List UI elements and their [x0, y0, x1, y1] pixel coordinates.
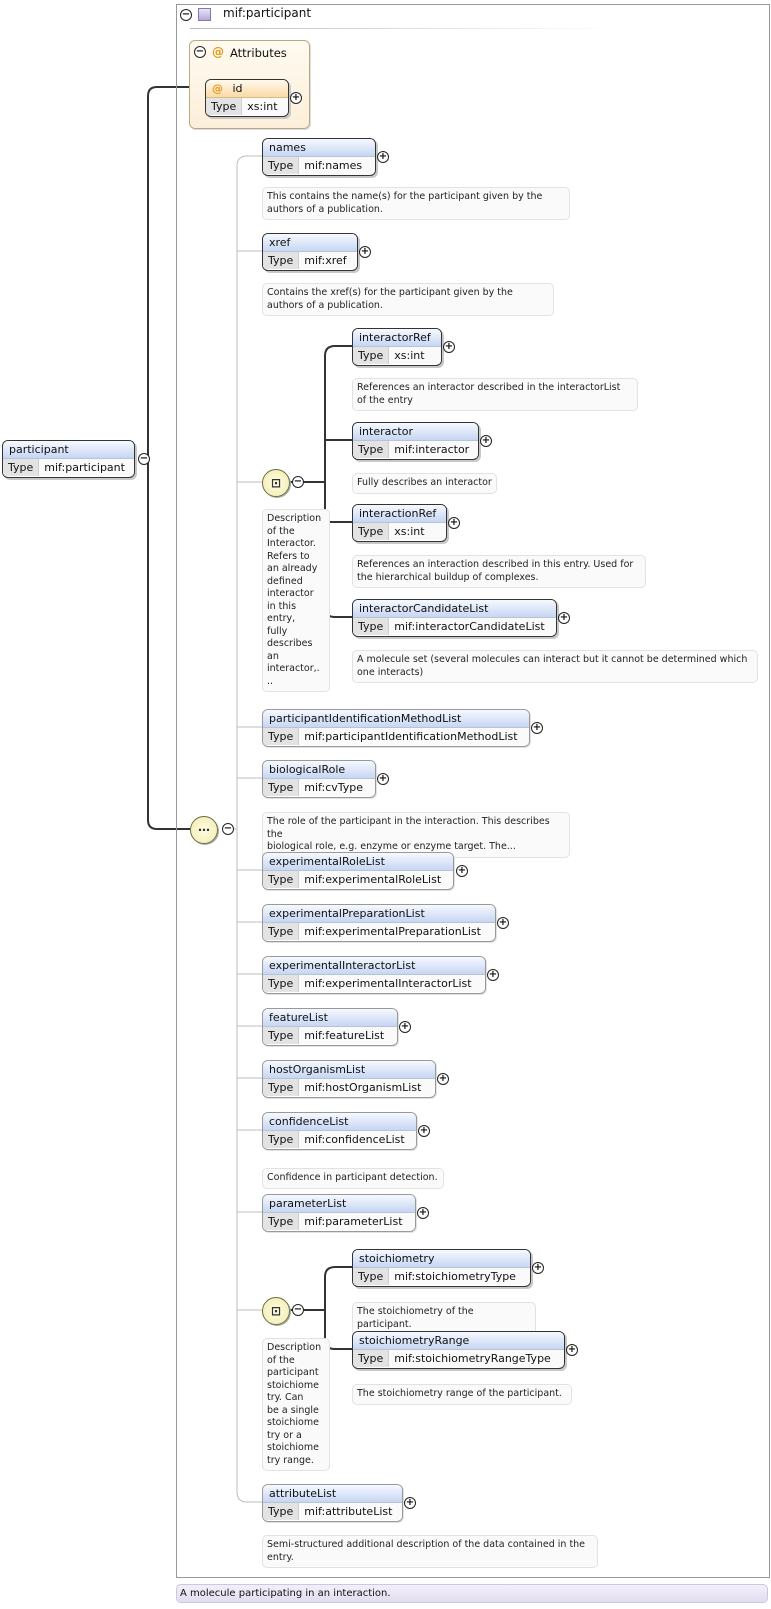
element-interactor-name: interactor	[353, 423, 478, 441]
element-experimentalInteractorList-type: mif:experimentalInteractorList	[304, 977, 472, 990]
element-biologicalRole-type-label: Type	[263, 779, 299, 796]
element-xref-type-label: Type	[263, 252, 299, 269]
element-xref-name: xref	[263, 234, 357, 252]
element-featureList[interactable]	[262, 1008, 398, 1046]
element-names-name: names	[263, 139, 375, 157]
attribute-id-type-label: Type	[206, 98, 242, 115]
element-interactorRef[interactable]	[352, 328, 442, 366]
collapse-type-icon[interactable]: −	[181, 9, 191, 20]
type-name: mif:participant	[223, 6, 312, 20]
doc-attributeList: Semi-structured additional description of the data contained in the entry.	[262, 1535, 598, 1568]
expand-parameterList-icon[interactable]: +	[418, 1207, 428, 1218]
element-confidenceList-name: confidenceList	[263, 1113, 416, 1131]
element-experimentalPreparationList-name: experimentalPreparationList	[263, 905, 495, 923]
element-biologicalRole-name: biologicalRole	[263, 761, 375, 779]
element-experimentalPreparationList-type-label: Type	[263, 923, 299, 940]
element-attributeList-name: attributeList	[263, 1485, 402, 1503]
choice-stoichiometry-icon[interactable]: ⊡	[262, 1297, 290, 1325]
sequence-compositor-icon[interactable]: ⋯	[190, 816, 218, 844]
element-xref[interactable]	[262, 233, 358, 271]
type-description: A molecule participating in an interaction.	[176, 1584, 768, 1603]
element-confidenceList[interactable]	[262, 1112, 417, 1150]
expand-confidenceList-icon[interactable]: +	[419, 1125, 429, 1136]
element-stoichiometry-type-label: Type	[353, 1268, 389, 1285]
doc-xref: Contains the xref(s) for the participant given by the authors of a publication.	[262, 283, 554, 316]
collapse-choice-interactor-icon[interactable]: −	[293, 476, 303, 487]
element-attributeList-type: mif:attributeList	[304, 1505, 393, 1518]
element-featureList-type: mif:featureList	[304, 1029, 385, 1042]
doc-choice-interactor: Description of the Interactor. Refers to an already defined interactor in this entry, fully describes an interactor,. ..	[262, 509, 330, 692]
element-experimentalRoleList-name: experimentalRoleList	[263, 853, 453, 871]
expand-xref-icon[interactable]: +	[360, 246, 370, 257]
collapse-attributes-icon[interactable]: −	[195, 46, 205, 57]
expand-experimentalRoleList-icon[interactable]: +	[457, 865, 467, 876]
doc-stoichiometryRange: The stoichiometry range of the participant.	[352, 1384, 572, 1405]
element-experimentalRoleList-type-label: Type	[263, 871, 299, 888]
element-experimentalInteractorList-type-label: Type	[263, 975, 299, 992]
expand-interactor-icon[interactable]: +	[481, 435, 491, 446]
expand-attributeList-icon[interactable]: +	[405, 1497, 415, 1508]
element-interactorCandidateList-type-label: Type	[353, 618, 389, 635]
element-names[interactable]	[262, 138, 376, 176]
expand-stoichiometry-icon[interactable]: +	[533, 1262, 543, 1273]
expand-hostOrganismList-icon[interactable]: +	[438, 1073, 448, 1084]
attribute-id-name: id	[232, 82, 243, 95]
doc-biologicalRole: The role of the participant in the interaction. This describes the biological role, e.g. enzyme or enzyme target. The...	[262, 812, 570, 858]
element-interactionRef-type: xs:int	[394, 525, 425, 538]
element-participantIdentificationMethodList-type-label: Type	[263, 728, 299, 745]
element-stoichiometryRange[interactable]	[352, 1331, 565, 1369]
element-attributeList[interactable]	[262, 1484, 403, 1522]
collapse-participant-icon[interactable]: −	[139, 453, 149, 464]
element-hostOrganismList-name: hostOrganismList	[263, 1061, 435, 1079]
element-interactorRef-type: xs:int	[394, 349, 425, 362]
expand-biologicalRole-icon[interactable]: +	[378, 773, 388, 784]
expand-participantIdentificationMethodList-icon[interactable]: +	[532, 722, 542, 733]
attribute-id-type: xs:int	[247, 100, 278, 113]
element-names-type-label: Type	[263, 157, 299, 174]
expand-names-icon[interactable]: +	[378, 151, 388, 162]
element-participant[interactable]	[2, 440, 135, 478]
element-confidenceList-type-label: Type	[263, 1131, 299, 1148]
element-stoichiometryRange-name: stoichiometryRange	[353, 1332, 564, 1350]
element-attributeList-type-label: Type	[263, 1503, 299, 1520]
element-interactorRef-type-label: Type	[353, 347, 389, 364]
element-parameterList-type: mif:parameterList	[304, 1215, 403, 1228]
element-parameterList-type-label: Type	[263, 1213, 299, 1230]
element-participant-type-label: Type	[3, 459, 39, 476]
element-parameterList[interactable]	[262, 1194, 416, 1232]
element-interactorRef-name: interactorRef	[353, 329, 441, 347]
doc-interactor: Fully describes an interactor	[352, 473, 497, 494]
element-interactorCandidateList-type: mif:interactorCandidateList	[394, 620, 545, 633]
type-frame-divider	[190, 28, 620, 29]
element-interactionRef[interactable]	[352, 504, 447, 542]
element-featureList-name: featureList	[263, 1009, 397, 1027]
expand-stoichiometryRange-icon[interactable]: +	[567, 1344, 577, 1355]
attribute-at-icon: @	[212, 45, 224, 59]
element-participantIdentificationMethodList[interactable]	[262, 709, 530, 747]
doc-confidenceList: Confidence in participant detection.	[262, 1168, 444, 1189]
element-xref-type: mif:xref	[304, 254, 347, 267]
element-stoichiometry-name: stoichiometry	[353, 1250, 530, 1268]
attribute-id-at-icon: @	[212, 82, 223, 95]
collapse-sequence-icon[interactable]: −	[223, 823, 233, 834]
choice-interactor-icon[interactable]: ⊡	[262, 469, 290, 497]
expand-interactorCandidateList-icon[interactable]: +	[559, 612, 569, 623]
element-biologicalRole-type: mif:cvType	[304, 781, 364, 794]
element-participantIdentificationMethodList-name: participantIdentificationMethodList	[263, 710, 529, 728]
element-interactor[interactable]	[352, 422, 479, 460]
expand-attribute-id-icon[interactable]: +	[291, 92, 301, 103]
attribute-id[interactable]	[205, 79, 289, 117]
element-biologicalRole[interactable]	[262, 760, 376, 798]
expand-interactorRef-icon[interactable]: +	[444, 341, 454, 352]
element-hostOrganismList-type-label: Type	[263, 1079, 299, 1096]
element-experimentalPreparationList[interactable]	[262, 904, 496, 942]
element-interactionRef-type-label: Type	[353, 523, 389, 540]
element-interactorCandidateList-name: interactorCandidateList	[353, 600, 556, 618]
doc-choice-stoichiometry: Description of the participant stoichiome try. Can be a single stoichiome try or a stoichiome try range.	[262, 1338, 330, 1471]
element-hostOrganismList[interactable]	[262, 1060, 436, 1098]
element-names-type: mif:names	[304, 159, 363, 172]
expand-experimentalInteractorList-icon[interactable]: +	[488, 969, 498, 980]
expand-featureList-icon[interactable]: +	[400, 1021, 410, 1032]
collapse-choice-stoichiometry-icon[interactable]: −	[293, 1304, 303, 1315]
doc-names: This contains the name(s) for the participant given by the authors of a publication.	[262, 187, 570, 220]
doc-interactorCandidateList: A molecule set (several molecules can interact but it cannot be determined which one interacts)	[352, 650, 758, 683]
element-participant-name: participant	[3, 441, 134, 459]
element-experimentalRoleList-type: mif:experimentalRoleList	[304, 873, 442, 886]
complex-type-icon	[198, 8, 211, 21]
attributes-title: Attributes	[230, 46, 287, 60]
element-interactorCandidateList[interactable]	[352, 599, 557, 637]
element-interactionRef-name: interactionRef	[353, 505, 446, 523]
element-featureList-type-label: Type	[263, 1027, 299, 1044]
element-stoichiometry-type: mif:stoichiometryType	[394, 1270, 516, 1283]
element-participantIdentificationMethodList-type: mif:participantIdentificationMethodList	[304, 730, 518, 743]
element-experimentalInteractorList-name: experimentalInteractorList	[263, 957, 485, 975]
element-stoichiometryRange-type: mif:stoichiometryRangeType	[394, 1352, 551, 1365]
expand-interactionRef-icon[interactable]: +	[449, 517, 459, 528]
element-experimentalInteractorList[interactable]	[262, 956, 486, 994]
element-interactor-type: mif:interactor	[394, 443, 470, 456]
element-participant-type: mif:participant	[44, 461, 125, 474]
doc-interactorRef: References an interactor described in the interactorList of the entry	[352, 378, 638, 411]
element-experimentalPreparationList-type: mif:experimentalPreparationList	[304, 925, 481, 938]
element-stoichiometry[interactable]	[352, 1249, 531, 1287]
element-stoichiometryRange-type-label: Type	[353, 1350, 389, 1367]
doc-stoichiometry: The stoichiometry of the participant.	[352, 1302, 536, 1335]
element-experimentalRoleList[interactable]	[262, 852, 454, 890]
expand-experimentalPreparationList-icon[interactable]: +	[498, 917, 508, 928]
doc-interactionRef: References an interaction described in this entry. Used for the hierarchical buildup of complexes.	[352, 555, 646, 588]
element-hostOrganismList-type: mif:hostOrganismList	[304, 1081, 422, 1094]
element-interactor-type-label: Type	[353, 441, 389, 458]
element-parameterList-name: parameterList	[263, 1195, 415, 1213]
element-confidenceList-type: mif:confidenceList	[304, 1133, 405, 1146]
